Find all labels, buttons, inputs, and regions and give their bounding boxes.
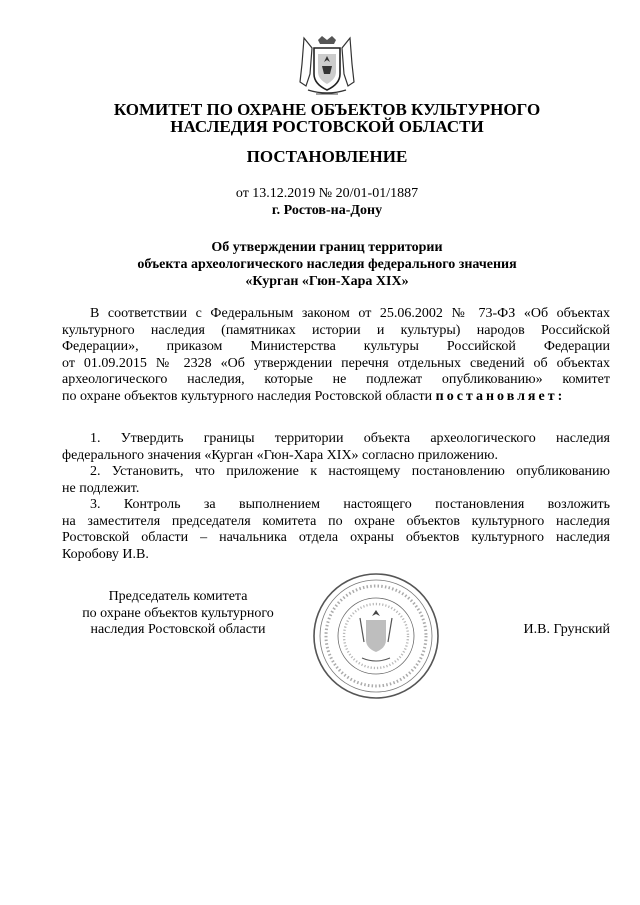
org-name-line: НАСЛЕДИЯ РОСТОВСКОЙ ОБЛАСТИ bbox=[170, 117, 484, 136]
document-title bbox=[60, 239, 594, 290]
preamble-paragraph bbox=[62, 306, 610, 405]
coat-of-arms-emblem bbox=[296, 34, 358, 98]
title-line: Об утверждении границ территории bbox=[211, 240, 443, 255]
document-city: г. Ростов-на-Дону bbox=[271, 203, 383, 218]
item-3-line: Коробову И.В. bbox=[62, 546, 149, 562]
organization-name bbox=[60, 101, 594, 135]
preamble-line: археологического наследия, которые не подлежат опубликованию» комитет bbox=[62, 372, 610, 387]
item-1-line: 1. Утвердить границы территории объекта археологического наследия bbox=[90, 431, 610, 446]
signatory-position bbox=[58, 589, 298, 639]
preamble-line: от 01.09.2015 № 2328 «Об утверждении перечня отдельных сведений об объектах bbox=[62, 355, 610, 371]
title-line: «Курган «Гюн-Хара XIX» bbox=[245, 274, 409, 289]
item-3-line: Ростовской области – начальника отдела охраны объектов культурного наследия bbox=[62, 530, 610, 545]
title-line: объекта археологического наследия федерального значения bbox=[137, 257, 517, 272]
preamble-line: В соответствии с Федеральным законом от 25.06.2002 № 73-ФЗ «Об объектах bbox=[90, 306, 610, 321]
document-type: ПОСТАНОВЛЕНИЕ bbox=[246, 147, 408, 166]
preamble-line: по охране объектов культурного наследия Ростовской области bbox=[62, 388, 433, 404]
item-2-line: не подлежит. bbox=[62, 480, 140, 496]
item-3-line: на заместителя председателя комитета по охране объектов культурного наследия bbox=[62, 513, 610, 529]
document-date-number: от 13.12.2019 № 20/01-01/1887 bbox=[235, 186, 419, 201]
resolves-word: постановляет: bbox=[435, 388, 566, 404]
resolution-items bbox=[62, 431, 610, 563]
position-line: наследия Ростовской области bbox=[90, 622, 266, 637]
position-line: Председатель комитета bbox=[108, 589, 248, 604]
item-3-line: 3. Контроль за выполнением настоящего постановления возложить bbox=[90, 497, 610, 512]
signatory-name: И.В. Грунский bbox=[523, 622, 610, 637]
preamble-line: культурного наследия (памятниках истории и культуры) народов Российской bbox=[62, 322, 610, 338]
preamble-last-line bbox=[62, 389, 610, 406]
preamble-line: Федерации», приказом Министерства культуры Российской Федерации bbox=[62, 339, 610, 354]
item-2-line: 2. Установить, что приложение к настоящему постановлению опубликованию bbox=[90, 464, 610, 479]
position-line: по охране объектов культурного bbox=[82, 605, 274, 621]
org-name-line: КОМИТЕТ ПО ОХРАНЕ ОБЪЕКТОВ КУЛЬТУРНОГО bbox=[113, 100, 541, 119]
item-1-line: федерального значения «Курган «Гюн-Хара XIX» согласно приложению. bbox=[62, 447, 498, 463]
official-seal-stamp bbox=[310, 570, 442, 702]
